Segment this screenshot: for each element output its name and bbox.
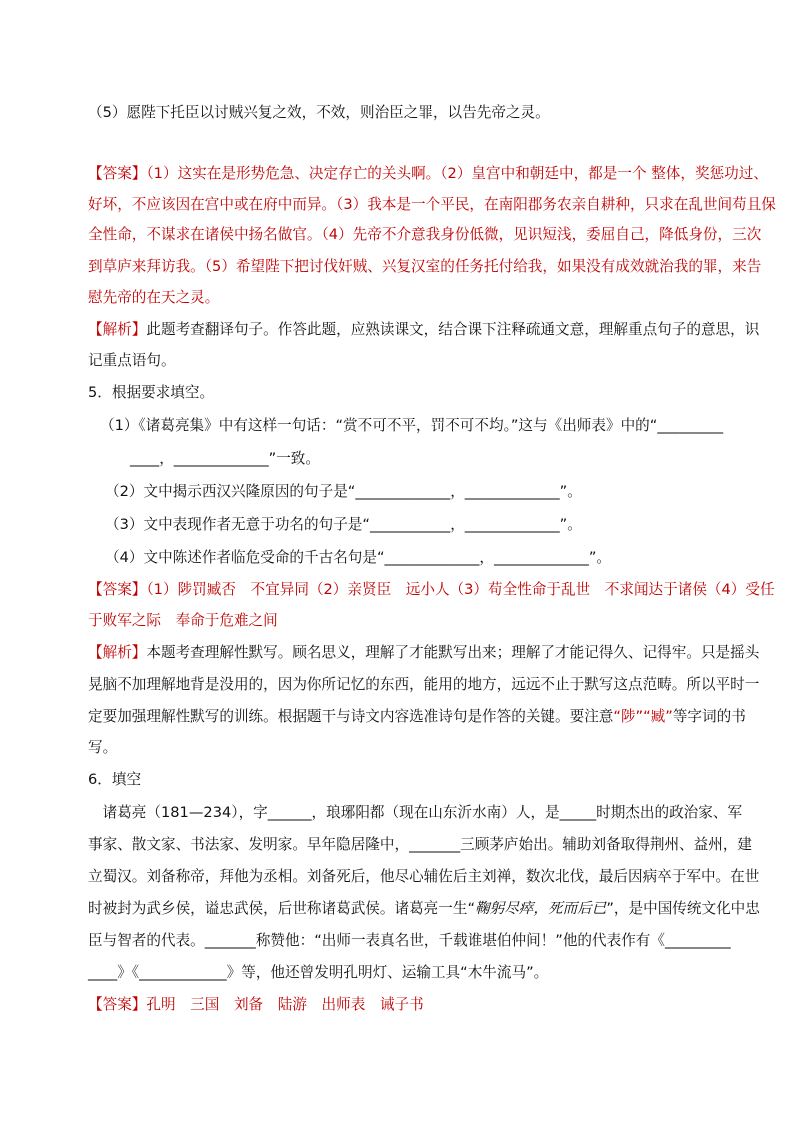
- answer-6: 【答案】孔明 三国 刘备 陆游 出师表 诫子书: [88, 996, 424, 1013]
- explanation-5-line-1: 【解析】本题考查理解性默写。顾名思义，理解了才能默写出来；理解了才能记得久、记得牢。只是摇头: [88, 644, 760, 661]
- question-5-title: 5．根据要求填空。: [88, 384, 215, 401]
- answer-4-line-1: 【答案】（1）这实在是形势危急、决定存亡的关头啊。（2）皇宫中和朝廷中，都是一个 整体，奖惩功过、: [88, 165, 768, 182]
- explanation-5-line-2: 晃脑不加理解地背是没用的，因为你所记忆的东西，能用的地方，远远不止于默写这点范畴。所以平时一: [88, 676, 760, 693]
- answer-tag: 【答案】: [88, 165, 147, 182]
- question-4-item-5: （5）愿陛下托臣以讨贼兴复之效，不效，则治臣之罪，以告先帝之灵。: [88, 104, 550, 121]
- answer-4-line-4: 到草庐来拜访我。（5）希望陛下把讨伐奸贼、兴复汉室的任务托付给我，如果没有成效就治我的罪，来告: [88, 258, 762, 275]
- explanation-5-line-3: 定要加强理解性默写的训练。根据题干与诗文内容选准诗句是作答的关键。要注意“陟”“臧”等字词的书: [88, 708, 746, 725]
- question-5-item-2: （2）文中揭示西汉兴隆原因的句子是“_____________，_____________”。: [105, 483, 582, 500]
- question-6-line-4: 时被封为武乡侯，谥忠武侯，后世称诸葛武侯。诸葛亮一生“鞠躬尽瘁，死而后已”，是中国传统文化中忠: [88, 900, 760, 917]
- question-5-item-1: （1）《诸葛亮集》中有这样一句话：“赏不可不平，罚不可不均。”这与《出师表》中的“_________: [100, 417, 724, 434]
- explanation-4-line-2: 记重点语句。: [88, 352, 176, 369]
- question-6-line-2: 事家、散文家、书法家、发明家。早年隐居隆中，_______三顾茅庐始出。辅助刘备取得荆州、益州，建: [88, 836, 753, 853]
- explanation-4-line-1: 【解析】此题考查翻译句子。作答此题，应熟读课文，结合课下注释疏通文意，理解重点句子的意思，识: [88, 321, 760, 338]
- answer-5-line-2: 于败军之际 奉命于危难之间: [88, 612, 278, 629]
- answer-4-line-2: 好坏，不应该因在宫中或在府中而异。（3）我本是一个平民，在南阳郡务农亲自耕种，只求在乱世间苟且保: [88, 196, 776, 213]
- question-5-item-1-cont: ____，_____________”一致。: [130, 450, 320, 467]
- question-5-item-4: （4）文中陈述作者临危受命的千古名句是“_____________，_____________”。: [105, 549, 612, 566]
- question-6-line-1: 诸葛亮（181—234），字______，琅琊阳都（现在山东沂水南）人，是_____时期杰出的政治家、军: [88, 804, 743, 821]
- question-6-line-6: ____》《____________》等，他还曾发明孔明灯、运输工具“木牛流马”。: [88, 964, 549, 981]
- explanation-tag: 【解析】: [88, 321, 147, 338]
- explanation-5-line-4: 写。: [88, 739, 118, 756]
- question-6-title: 6．填空: [88, 771, 142, 788]
- answer-4-line-5: 慰先帝的在天之灵。: [88, 289, 220, 306]
- question-5-item-3: （3）文中表现作者无意于功名的句子是“___________，_____________”。: [105, 516, 582, 533]
- question-6-line-3: 立蜀汉。刘备称帝，拜他为丞相。刘备死后，他尽心辅佐后主刘禅，数次北伐，最后因病卒于军中。在世: [88, 868, 760, 885]
- question-6-line-5: 臣与智者的代表。_______称赞他：“出师一表真名世，千载谁堪伯仲间！”他的代表作有《_________: [88, 932, 731, 949]
- answer-5-line-1: 【答案】（1）陟罚臧否 不宜异同（2）亲贤臣 远小人（3）苟全性命于乱世 不求闻达于诸侯（4）受任: [88, 581, 775, 598]
- answer-4-line-3: 全性命，不谋求在诸侯中扬名做官。（4）先帝不介意我身份低微，见识短浅，委屈自己，降低身份，三次: [88, 226, 762, 243]
